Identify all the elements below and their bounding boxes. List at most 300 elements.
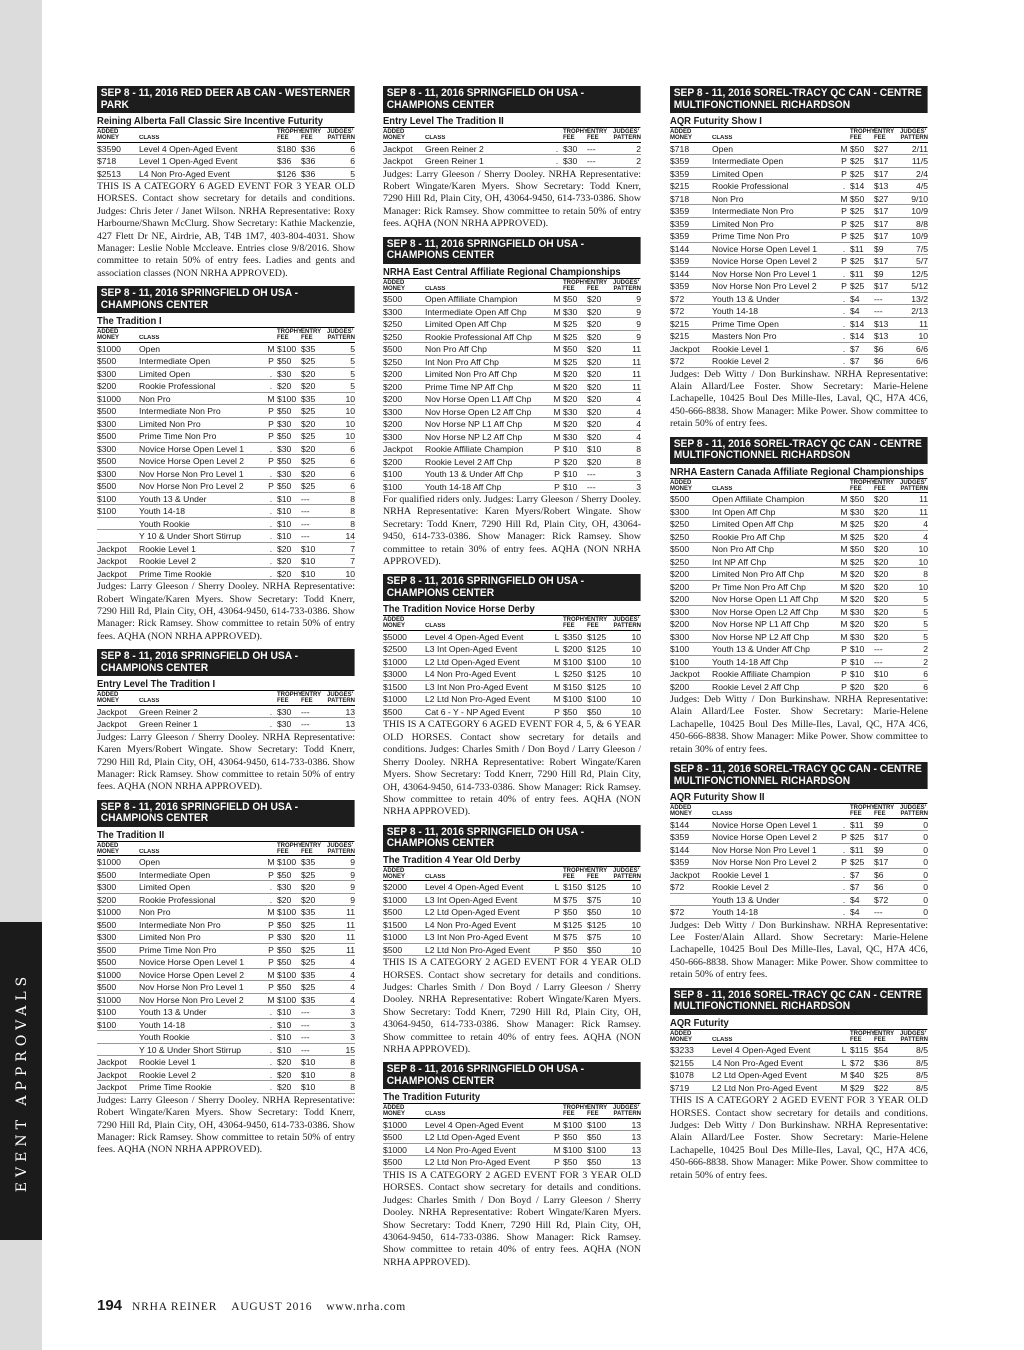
header-added: ADDED (383, 129, 405, 135)
pattern: 6 (923, 669, 928, 680)
entry-fee: $54 (874, 1045, 889, 1056)
event-listing (670, 437, 928, 757)
class-code: L (841, 1045, 847, 1056)
class-name: L4 Non Pro-Aged Event (425, 919, 516, 930)
class-code: . (842, 844, 846, 855)
entry-fee: $9 (874, 243, 884, 254)
class-code (265, 168, 277, 180)
entry-fee: $20 (301, 443, 316, 454)
header-fee: FEE (587, 623, 599, 630)
pattern: 2/4 (916, 168, 928, 179)
pattern: 5/7 (916, 256, 928, 266)
trophy-fee: $250 (563, 669, 583, 680)
table-row (670, 668, 928, 681)
entry-fee: $9 (874, 819, 884, 830)
header-class: CLASS (712, 135, 733, 141)
class-name: Prime Time NP Aff Chp (425, 381, 514, 392)
class-code: P (268, 406, 274, 417)
added-money: $359 (670, 281, 690, 291)
table-row (670, 593, 928, 606)
table-row (97, 443, 355, 456)
trophy-fee: $30 (277, 443, 292, 454)
entry-fee: $27 (874, 143, 889, 154)
trophy-fee: $50 (277, 944, 292, 955)
trophy-fee: $14 (850, 318, 865, 329)
trophy-fee: $50 (850, 143, 865, 154)
table-row (383, 343, 641, 356)
class-name: Intermediate Non Pro (712, 206, 794, 216)
added-money: Jackpot (97, 543, 127, 554)
class-name: Rookie Level 2 Aff Chp (712, 681, 800, 692)
class-code: P (268, 982, 274, 993)
event-listing (383, 237, 641, 569)
added-money: $300 (670, 631, 690, 642)
trophy-fee: $20 (563, 369, 578, 380)
table-row (670, 568, 928, 581)
class-name: Novice Horse Open Level 2 (712, 832, 818, 843)
header-fee: FEE (850, 1036, 862, 1043)
class-code: P (268, 431, 274, 442)
added-money: $200 (670, 581, 690, 592)
table-row (383, 643, 641, 656)
header-class: CLASS (139, 335, 160, 342)
header-pattern: PATTERN (900, 1036, 928, 1043)
table-row (383, 693, 641, 706)
table-row (670, 631, 928, 644)
table-row (670, 168, 928, 181)
entry-fee: $50 (587, 706, 602, 717)
header-money: MONEY (383, 873, 406, 880)
event-listing (97, 86, 355, 280)
header-entry: ENTRY (301, 692, 322, 699)
class-code: . (269, 1082, 273, 1093)
class-code: . (842, 331, 846, 341)
header-trophy: TROPHY (563, 617, 589, 624)
pattern: 4 (350, 969, 355, 980)
trophy-fee: $30 (563, 156, 578, 166)
trophy-fee: $20 (850, 594, 865, 605)
class-name: Masters Non Pro (712, 331, 777, 341)
table-row (670, 343, 928, 356)
class-name: Limited Non Pro (139, 418, 201, 429)
trophy-fee: $11 (850, 243, 864, 254)
entry-fee: $20 (587, 344, 602, 355)
added-money: $500 (97, 957, 117, 968)
header-class: CLASS (712, 485, 733, 492)
pattern: 11 (919, 506, 928, 517)
trophy-fee: $50 (277, 406, 292, 417)
class-name: Novice Horse Open Level 1 (139, 443, 245, 454)
pattern: 8 (350, 506, 355, 517)
trophy-fee: $29 (850, 1082, 865, 1093)
pattern: 13 (345, 706, 355, 717)
added-money: $300 (670, 606, 690, 617)
event-notes: THIS IS A CATEGORY 6 AGED EVENT FOR 4, 5, & 6 YEAR OLD HORSES. Contact show secretary for details and conditions. Judges: Charles Smith / Don Boyd / Larry Gleeson / Sherry Dooley. NRHA Representative: Robert Wingate/Karen Myers. Show Secretary: Todd Knerr, 7290 Hill Rd, Plain City, OH, 43064-9450, 614-733-0386. Show Manager: Rick Ramsey. Show committee to retain 40% of entry fees. AQHA (NON NRHA APPROVED). (383, 719, 641, 818)
class-code: P (268, 456, 274, 467)
class-code: M (267, 969, 275, 980)
added-money: Jackpot (97, 719, 127, 730)
table-row (97, 530, 355, 543)
class-code: P (268, 944, 274, 955)
header-fee: FEE (874, 811, 886, 818)
class-name: Novice Horse Open Level 1 (712, 243, 818, 254)
added-money: $200 (383, 419, 403, 430)
header-class: CLASS (425, 873, 446, 880)
entry-fee: $125 (587, 631, 607, 642)
pattern: 11 (346, 907, 355, 918)
trophy-fee: $115 (850, 1045, 869, 1056)
added-money: $1500 (383, 681, 407, 692)
header-fee: FEE (563, 135, 575, 141)
header-money: MONEY (97, 135, 120, 141)
class-code: M (840, 556, 848, 567)
trophy-fee: $180 (277, 143, 297, 154)
added-money: $359 (670, 231, 690, 241)
pattern: 13 (631, 1144, 641, 1155)
class-name: L2 Ltd Non Pro-Aged Event (425, 1157, 531, 1168)
class-name: Prime Time Rookie (139, 1082, 212, 1093)
added-money: $72 (670, 356, 685, 366)
class-name: Youth 14-18 (139, 1019, 186, 1030)
class-code: . (269, 368, 273, 379)
class-code: M (553, 406, 561, 417)
event-title: The Tradition 4 Year Old Derby (383, 854, 641, 867)
class-code: M (267, 907, 275, 918)
class-name: Youth 14-18 (139, 506, 186, 517)
class-code: M (267, 343, 275, 354)
trophy-fee: $50 (850, 193, 865, 204)
trophy-fee: $25 (850, 832, 865, 843)
class-name: Green Reiner 2 (139, 706, 198, 717)
header-fee: FEE (277, 135, 289, 141)
entry-fee: --- (874, 644, 883, 655)
class-name: Youth 14-18 Aff Chp (425, 481, 502, 492)
entry-fee: $17 (874, 832, 889, 843)
event-listing (383, 86, 641, 231)
header-entry: ENTRY (874, 805, 895, 812)
trophy-fee: $25 (563, 356, 578, 367)
class-name: Open (139, 343, 161, 354)
table-row (383, 418, 641, 431)
header-added: ADDED (383, 617, 405, 624)
trophy-fee: $25 (850, 281, 865, 291)
added-money: $250 (383, 319, 403, 330)
added-money: $1000 (383, 894, 407, 905)
class-name: Nov Horse Non Pro Level 1 (139, 468, 244, 479)
pattern: 10 (918, 331, 928, 341)
pattern: 8 (350, 1069, 355, 1080)
header-fee: FEE (587, 1111, 599, 1118)
class-name: Non Pro (712, 193, 744, 204)
header-pattern: PATTERN (613, 623, 641, 630)
event-notes: THIS IS A CATEGORY 2 AGED EVENT FOR 3 YEAR OLD HORSES. Contact show secretary for details and conditions. Judges: Charles Smith / Don Boyd / Larry Gleeson / Sherry Dooley. NRHA Representative: Robert Wingate/Karen Myers. Show Secretary: Todd Knerr, 7290 Hill Rd, Plain City, OH, 43064-9450, 614-733-0386. Show Manager: Rick Ramsey. Show committee to retain 40% of entry fees. AQHA (NON NRHA APPROVED). (383, 1169, 641, 1268)
table-row (97, 869, 355, 882)
header-added: ADDED (670, 1030, 692, 1037)
table-row (97, 393, 355, 406)
trophy-fee: $100 (277, 994, 297, 1005)
table-row (383, 656, 641, 669)
trophy-fee: $7 (850, 343, 860, 354)
table-row (97, 480, 355, 493)
class-name: Level 4 Open-Aged Event (139, 143, 238, 154)
trophy-fee: $25 (563, 331, 578, 342)
trophy-fee: $30 (277, 418, 292, 429)
table-row (670, 243, 928, 256)
entry-fee: --- (301, 1019, 310, 1030)
entry-fee: $125 (587, 681, 607, 692)
class-name: Limited Open (712, 168, 764, 179)
table-row (97, 493, 355, 506)
class-name: L2 Ltd Open-Aged Event (425, 656, 520, 667)
added-money: $500 (383, 294, 403, 305)
table-row (97, 969, 355, 982)
entry-fee: $36 (301, 143, 316, 154)
added-money: $1000 (97, 907, 121, 918)
added-money: $300 (97, 882, 117, 893)
class-code: . (842, 343, 846, 354)
table-row (97, 468, 355, 481)
class-name: L3 Int Non Pro-Aged Event (425, 681, 528, 692)
entry-fee: $125 (587, 644, 607, 655)
header-trophy: TROPHY (563, 279, 589, 286)
table-row (383, 155, 641, 168)
header-judges: JUDGES' (327, 692, 354, 699)
entry-fee: $6 (874, 869, 884, 880)
added-money: $500 (97, 431, 117, 442)
table-row (97, 518, 355, 531)
header-trophy: TROPHY (850, 129, 876, 135)
class-name: Youth 13 & Under (712, 894, 780, 905)
header-trophy: TROPHY (850, 479, 876, 486)
trophy-fee: $20 (850, 619, 865, 630)
class-name: L2 Ltd Non Pro-Aged Event (712, 1082, 818, 1093)
entry-fee: $20 (587, 381, 602, 392)
pattern: 6 (350, 481, 355, 492)
added-money: $500 (670, 494, 690, 505)
pattern: 11 (346, 932, 355, 943)
added-money: $100 (97, 1007, 117, 1018)
pattern: 4 (636, 394, 641, 405)
header-judges: JUDGES' (900, 129, 927, 135)
trophy-fee: $50 (563, 1157, 578, 1168)
entry-fee: $35 (301, 857, 316, 868)
class-code: P (841, 681, 847, 692)
entry-fee: $17 (874, 256, 889, 266)
table-row (383, 356, 641, 369)
table-row (97, 1081, 355, 1094)
header-added: ADDED (97, 842, 119, 849)
class-code: . (269, 894, 273, 905)
header-pattern: PATTERN (327, 135, 355, 141)
header-judges: JUDGES' (327, 129, 354, 135)
added-money: $500 (383, 907, 403, 918)
header-fee: FEE (587, 285, 599, 292)
event-notes: Judges: Larry Gleeson / Sherry Dooley. NRHA Representative: Robert Wingate/Karen Myers. Show Secretary: Todd Knerr, 7290 Hill Rd, Plain City, OH, 43064-9450, 614-733-0386. Show Manager: Rick Ramsey. Show committee to retain 50% of entry fees. AQHA (NON NRHA APPROVED). (97, 1094, 355, 1156)
trophy-fee: $100 (563, 1144, 583, 1155)
entry-fee: --- (301, 719, 310, 730)
table-row (97, 1056, 355, 1069)
header-fee: FEE (850, 135, 862, 141)
pattern: 11/5 (911, 156, 928, 166)
pattern: 11 (632, 344, 641, 355)
class-code: P (841, 231, 847, 241)
table-row (670, 318, 928, 331)
entry-fee: $20 (301, 894, 316, 905)
class-code: . (842, 306, 846, 316)
header-class: CLASS (139, 698, 160, 705)
added-money: Jackpot (97, 1057, 127, 1068)
header-judges: JUDGES' (327, 842, 354, 849)
table-row (97, 155, 355, 168)
event-notes: Judges: Larry Gleeson / Sherry Dooley. NRHA Representative: Robert Wingate/Karen Myers. Show Secretary: Todd Knerr, 7290 Hill Rd, Plain City, OH, 43064-9450, 614-733-0386. Show Manager: Rick Ramsey. Show committee to retain 50% of entry fees. AQHA (NON NRHA APPROVED). (383, 168, 641, 230)
trophy-fee: $30 (277, 882, 292, 893)
pattern: 11 (632, 369, 641, 380)
event-title: The Tradition Novice Horse Derby (383, 603, 641, 616)
entry-fee: $20 (874, 531, 889, 542)
class-name: Nov Horse Non Pro Level 2 (139, 481, 244, 492)
table-row (97, 956, 355, 969)
table-row (97, 505, 355, 518)
added-money: $5000 (383, 631, 407, 642)
added-money: $200 (97, 894, 117, 905)
class-name: Open (712, 143, 734, 154)
header-entry: ENTRY (874, 1030, 895, 1037)
header-entry: ENTRY (587, 279, 608, 286)
entry-fee: $20 (874, 506, 889, 517)
pattern: 0 (923, 844, 928, 855)
trophy-fee: $30 (850, 606, 865, 617)
class-name: Nov Horse Non Pro Level 2 (712, 281, 817, 291)
table-header (670, 811, 928, 819)
class-code: . (555, 156, 559, 166)
class-code: . (842, 293, 846, 304)
event-title: Entry Level The Tradition II (383, 115, 641, 128)
website-link[interactable]: www.nrha.com (326, 1301, 407, 1313)
entry-fee: $10 (301, 1069, 316, 1080)
class-code: P (841, 832, 847, 843)
trophy-fee: $7 (850, 356, 860, 366)
table-header (383, 623, 641, 631)
table-header (97, 135, 355, 143)
class-code: M (553, 381, 561, 392)
class-name: Youth 14-18 (712, 907, 759, 918)
table-row (670, 330, 928, 343)
trophy-fee: $126 (277, 168, 297, 179)
added-money: $1500 (383, 919, 407, 930)
pattern: 10 (631, 656, 641, 667)
table-row (383, 456, 641, 469)
class-name: L4 Non Pro-Aged Event (139, 168, 230, 179)
class-code: M (840, 594, 848, 605)
class-code: M (840, 631, 848, 642)
entry-fee: $10 (301, 568, 316, 579)
added-money (97, 1044, 139, 1056)
header-money: MONEY (383, 285, 406, 292)
table-row (97, 343, 355, 356)
added-money: $100 (670, 656, 690, 667)
event-title: The Tradition I (97, 315, 355, 328)
class-code: P (554, 706, 560, 717)
class-name: L3 Int Non Pro-Aged Event (425, 932, 528, 943)
class-code: . (842, 318, 846, 329)
table-row (670, 280, 928, 293)
entry-fee: $20 (587, 356, 602, 367)
pattern: 10 (631, 644, 641, 655)
entry-fee: --- (874, 306, 883, 316)
entry-fee: $20 (874, 556, 889, 567)
added-money: $500 (97, 919, 117, 930)
class-name: Cat 6 - Y - NP Aged Event (425, 706, 525, 717)
class-code: M (840, 506, 848, 517)
class-name: Y 10 & Under Short Stirrup (139, 531, 242, 542)
trophy-fee: $10 (563, 481, 578, 492)
table-row (383, 1144, 641, 1157)
pattern: 0 (923, 907, 928, 918)
table-header (670, 135, 928, 143)
entry-fee: --- (587, 156, 596, 166)
class-code: L (554, 882, 560, 893)
event-title: NRHA Eastern Canada Affiliate Regional Championships (670, 466, 928, 479)
class-code: M (553, 356, 561, 367)
header-entry: ENTRY (301, 329, 322, 336)
class-name: Nov Horse NP L1 Aff Chp (425, 419, 523, 430)
added-money: $250 (383, 356, 403, 367)
pattern: 8/5 (916, 1082, 928, 1093)
entry-fee: $20 (587, 306, 602, 317)
entry-fee: $6 (874, 343, 884, 354)
class-code: P (268, 418, 274, 429)
header-trophy: TROPHY (850, 1030, 876, 1037)
entry-fee: $36 (301, 156, 316, 166)
class-name: Rookie Professional (139, 381, 216, 392)
entry-fee: $9 (874, 268, 884, 279)
class-code: M (553, 1144, 561, 1155)
trophy-fee: $11 (850, 844, 864, 855)
pattern: 9 (636, 331, 641, 342)
header-fee: FEE (563, 873, 575, 880)
pattern: 7 (350, 556, 355, 567)
class-code: M (840, 494, 848, 505)
class-code: M (840, 519, 848, 530)
entry-fee: $17 (874, 218, 889, 229)
pattern: 10 (345, 418, 355, 429)
pattern: 9 (350, 894, 355, 905)
event-notes: Judges: Deb Witty / Don Burkinshaw. NRHA Representative: Lee Foster/Alain Allard. Show Secretary: Marie-Helene Lachapelle, 10425 Boul Des Mille-Iles, Laval, QC, H7A 4C6, 450-666-8838. Show Manager: Mike Power. Show committee to retain 50% of entry fees. (670, 919, 928, 981)
pattern: 3 (636, 469, 641, 480)
added-money: $2500 (383, 644, 407, 655)
event-notes: Judges: Larry Gleeson / Sherry Dooley. NRHA Representative: Robert Wingate/Karen Myers. Show Secretary: Todd Knerr, 7290 Hill Rd, Plain City, OH, 43064-9450, 614-733-0386. Show Manager: Rick Ramsey. Show committee to retain 50% of entry fees. AQHA (NON NRHA APPROVED). (97, 581, 355, 642)
publication-name: NRHA REINER (132, 1301, 218, 1313)
pattern: 3 (350, 1019, 355, 1030)
pattern: 8/5 (916, 1045, 928, 1056)
class-name: Novice Horse Open Level 2 (712, 256, 818, 266)
pattern: 10 (631, 694, 641, 705)
added-money: $359 (670, 218, 690, 229)
class-name: Nov Horse NP L2 Aff Chp (425, 431, 523, 442)
page-footer (97, 1297, 416, 1315)
trophy-fee: $10 (277, 518, 292, 529)
class-name: Nov Horse Non Pro Level 1 (712, 844, 817, 855)
table-row (383, 481, 641, 494)
event-listing (670, 86, 928, 431)
added-money: Jackpot (97, 1069, 127, 1080)
trophy-fee: $10 (563, 444, 578, 455)
entry-fee: $20 (301, 882, 316, 893)
entry-fee: --- (587, 481, 596, 492)
trophy-fee: $125 (563, 919, 583, 930)
class-code: P (268, 957, 274, 968)
entry-fee: $35 (301, 393, 316, 404)
